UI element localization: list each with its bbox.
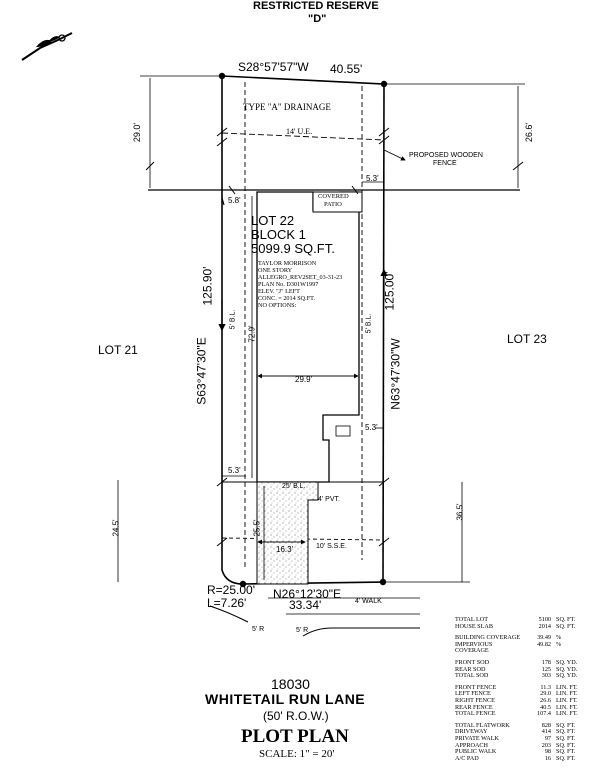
dim-36-5: 36.5'	[455, 503, 465, 521]
stats-unit: SQ. FT.	[556, 748, 576, 756]
lot-note: CONC. = 2014 SQ.FT.	[258, 295, 316, 302]
bearing-left-distance: 125.90'	[200, 266, 215, 306]
driveway	[257, 482, 318, 584]
bearing-bottom: N26°12'30"E	[273, 587, 342, 601]
stats-unit: SQ. FT.	[556, 734, 576, 742]
bearing-top: S28°57'57"W	[238, 60, 309, 74]
ue-label: 14' U.E.	[286, 127, 313, 136]
stats-label: APPROACH	[455, 741, 489, 749]
stats-value: 5100	[538, 616, 551, 623]
north-arrow-icon	[22, 33, 72, 60]
stats-value: 203	[541, 741, 551, 749]
stats-label: BUILDING COVERAGE	[455, 634, 521, 642]
dim-29-9: 29.9'	[295, 375, 313, 384]
stats-label: TOTAL SOD	[455, 672, 489, 680]
stats-unit: SQ. FT.	[556, 622, 576, 630]
bl-right-label: 5' B.L.	[365, 313, 373, 334]
dim-25-5: 25.5'	[252, 519, 262, 537]
stats-unit: %	[556, 640, 562, 648]
lot-note: NO OPTIONS:	[258, 302, 297, 309]
stats-value: 11.3	[540, 683, 551, 691]
stats-unit: SQ. FT.	[556, 741, 576, 749]
stats-label: A/C PAD	[455, 754, 479, 762]
stats-label: TOTAL FLATWORK	[455, 721, 510, 729]
street-name: WHITETAIL RUN LANE	[205, 691, 366, 707]
stats-value: 125	[541, 665, 551, 673]
restricted-reserve-title: RESTRICTED RESERVE	[253, 0, 379, 12]
stats-unit: LIN. FT.	[556, 703, 578, 711]
stats-unit: SQ. YD.	[556, 672, 578, 680]
stats-unit: SQ. FT.	[556, 616, 576, 623]
stats-label: REAR FENCE	[455, 703, 493, 711]
stats-row	[455, 711, 597, 718]
stats-value: 49.82	[537, 640, 551, 648]
stats-value: 828	[541, 721, 551, 729]
drainage-label: TYPE "A" DRAINAGE	[243, 102, 331, 112]
stats-value: 2014	[538, 622, 551, 630]
stats-value: 178	[541, 658, 551, 666]
dim-5-3-low: 5.3'	[228, 466, 241, 475]
stats-value: 40.5	[540, 703, 551, 711]
stats-unit: LIN. FT.	[556, 683, 578, 691]
stats-value: 29.0	[540, 690, 551, 698]
restricted-reserve-id: "D"	[308, 13, 327, 25]
bearing-top-distance: 40.55'	[330, 62, 363, 76]
stats-value: 26.6	[540, 696, 551, 704]
stats-unit: SQ. FT.	[556, 721, 576, 729]
fence-label-1: PROPOSED WOODEN	[409, 152, 483, 159]
patio-label-1: COVERED	[318, 193, 349, 200]
stats-label: REAR SOD	[455, 665, 486, 673]
stats-row	[455, 642, 597, 655]
stats-value: 39.49	[537, 634, 551, 642]
sse-label: 10' S.S.E.	[316, 543, 347, 550]
site-statistics-table	[455, 617, 597, 762]
stats-label: IMPERVIOUS COVERAGE	[455, 640, 493, 655]
dim-26-6: 26.6'	[524, 122, 535, 143]
dim-24-5: 24.5'	[111, 519, 121, 537]
stats-row	[455, 756, 597, 763]
stats-value: 303	[541, 672, 551, 680]
dim-72-9: 72.9'	[247, 325, 257, 343]
stats-unit: LIN. FT.	[556, 690, 578, 698]
lot-number: LOT 22	[251, 213, 295, 228]
bearing-right-distance: 125.00'	[382, 271, 397, 311]
lot-note: ONE STORY	[258, 267, 293, 274]
stats-value: 414	[541, 728, 551, 736]
page-title: PLOT PLAN	[241, 726, 349, 747]
stats-label: TOTAL FENCE	[455, 710, 496, 718]
stats-value: 16	[544, 754, 551, 762]
bearing-bottom-distance: 33.34'	[289, 598, 322, 612]
ac-pad	[336, 426, 350, 436]
right-of-way: (50' R.O.W.)	[263, 709, 329, 723]
address-number: 18030	[271, 676, 310, 692]
stats-label: HOUSE SLAB	[455, 622, 493, 630]
dim-5-3-mid: 5.3'	[365, 423, 378, 432]
curve-length: L=7.26'	[207, 596, 247, 610]
dim-5-8: 5.8'	[228, 196, 241, 205]
patio-label-2: PATIO	[324, 201, 342, 208]
bl-left-label: 5' B.L.	[229, 309, 237, 330]
bl-front-label: 25' B.L.	[282, 483, 306, 490]
radius-left-label: 5' R	[252, 626, 265, 633]
bearing-left: S63°47'30"E	[194, 337, 209, 405]
lot-note: PLAN No. D301W1997	[258, 281, 319, 288]
lot-21-label: LOT 21	[98, 343, 138, 357]
walk-label: 4' WALK	[355, 598, 382, 605]
radius-right-label: 5' R	[296, 627, 309, 634]
stats-unit: LIN. FT.	[556, 696, 578, 704]
stats-unit: LIN. FT.	[556, 710, 578, 718]
stats-label: DRIVEWAY	[455, 728, 488, 736]
block-number: BLOCK 1	[251, 227, 306, 242]
stats-label: LEFT FENCE	[455, 690, 491, 698]
lot-note: TAYLOR MORRISON	[258, 260, 317, 267]
lot-note: ALLEGRO_REV2SET_03-31-23	[258, 274, 343, 281]
stats-unit: SQ. YD.	[556, 658, 578, 666]
scale-label: SCALE: 1" = 20'	[259, 748, 335, 760]
stats-row	[455, 673, 597, 680]
stats-unit: %	[556, 634, 562, 642]
stats-label: FRONT SOD	[455, 658, 490, 666]
stats-value: 97	[544, 734, 551, 742]
dim-5-3-top: 5.3'	[366, 174, 379, 183]
curve-radius: R=25.00'	[207, 583, 255, 597]
stats-label: RIGHT FENCE	[455, 696, 495, 704]
pvt-walk-label: 4' PVT.	[318, 496, 340, 503]
dim-29-0: 29.0'	[132, 122, 143, 143]
lot-area: 5099.9 SQ.FT.	[251, 241, 335, 256]
stats-label: PRIVATE WALK	[455, 734, 499, 742]
lot-23-label: LOT 23	[507, 332, 547, 346]
stats-unit: SQ. FT.	[556, 728, 576, 736]
stats-unit: SQ. FT.	[556, 754, 576, 762]
stats-row	[455, 624, 597, 631]
stats-value: 98	[544, 748, 551, 756]
stats-value: 107.4	[537, 710, 551, 718]
lot-note: ELEV. "J" LEFT	[258, 288, 300, 295]
stats-label: PUBLIC WALK	[455, 748, 497, 756]
dim-16-3: 16.3'	[276, 545, 294, 554]
fence-label-2: FENCE	[433, 160, 457, 167]
bearing-right: N63°47'30"W	[388, 338, 403, 410]
stats-unit: SQ. YD.	[556, 665, 578, 673]
stats-label: TOTAL LOT	[455, 616, 489, 623]
stats-label: FRONT FENCE	[455, 683, 497, 691]
